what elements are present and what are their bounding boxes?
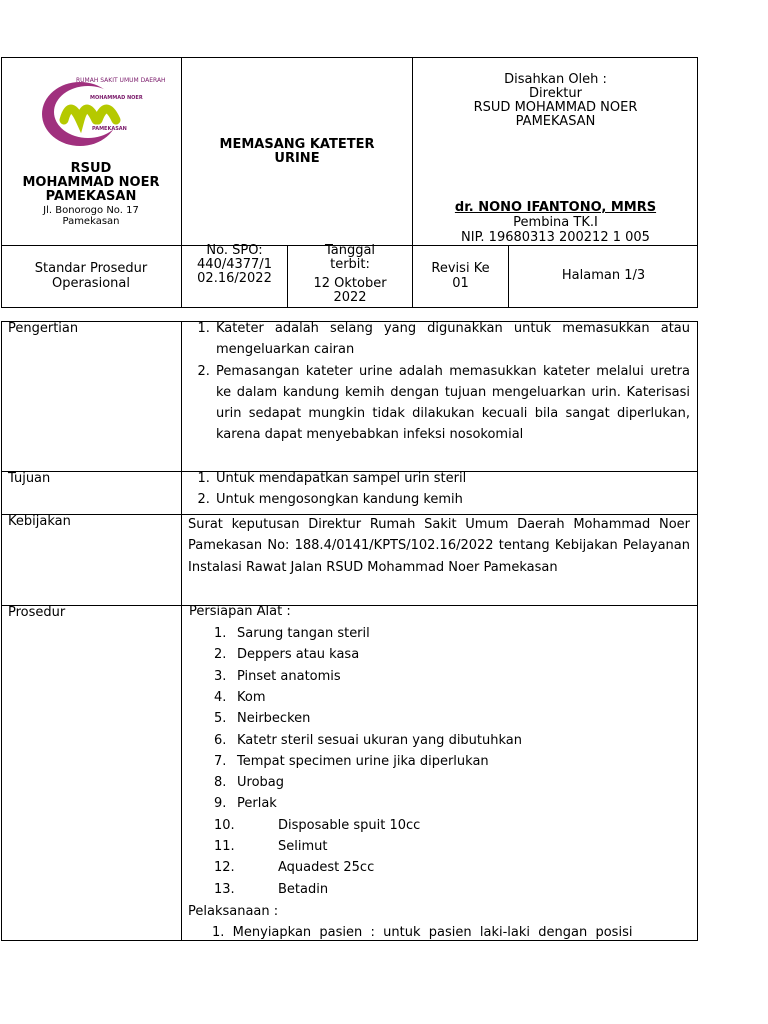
list-number: 7. <box>214 753 227 769</box>
signer-nip: NIP. 19680313 200212 1 005 <box>461 230 650 245</box>
hospital-logo <box>34 74 166 154</box>
label-kebijakan: Kebijakan <box>8 514 71 529</box>
list-text: Deppers atau kasa <box>237 647 360 663</box>
logo-text: PAMEKASAN <box>92 126 127 132</box>
revision: Revisi Ke 01 <box>431 261 490 291</box>
page-number: Halaman 1/3 <box>561 268 646 283</box>
list-item: 2. Pemasangan kateter urine adalah memasukkan kateter melalui uretra ke dalam kandung kemih dengan tujuan mengeluarkan urin. Katerisasi urin sedapat mungkin tidak dilakukan kecuali bila sangat diperlukan, karena dapat menyebabkan infeksi nosokomial <box>214 361 690 446</box>
label-prosedur: Prosedur <box>8 605 66 620</box>
list-number: 13. <box>214 881 235 897</box>
exec-first-step: 1. Menyiapkan pasien : untuk pasien laki-laki dengan posisi <box>212 925 633 940</box>
list-text: Betadin <box>278 881 329 897</box>
prep-heading: Persiapan Alat : <box>189 604 291 619</box>
list-number: 4. <box>214 689 227 705</box>
list-number: 3. <box>214 668 227 684</box>
list-number: 9. <box>214 796 227 812</box>
list-text: Perlak <box>237 796 277 812</box>
signer-rank: Pembina TK.I <box>513 215 598 230</box>
list-number: 2. <box>214 647 227 663</box>
logo-text: RUMAH SAKIT UMUM DAERAH <box>76 77 166 84</box>
tujuan-content <box>188 468 690 511</box>
hospital-name: RSUD MOHAMMAD NOER PAMEKASAN <box>22 161 160 204</box>
list-text: Neirbecken <box>237 711 311 727</box>
list-number: 8. <box>214 775 227 791</box>
label-tujuan: Tujuan <box>8 471 51 486</box>
sop-label: Standar Prosedur Operasional <box>34 261 148 291</box>
approval-block: Disahkan Oleh : Direktur RSUD MOHAMMAD NOER PAMEKASAN <box>473 72 638 129</box>
issue-date: Tanggal terbit: 12 Oktober 2022 <box>313 243 387 305</box>
list-text: Katetr steril sesuai ukuran yang dibutuhkan <box>237 732 523 748</box>
kebijakan-content: Surat keputusan Direktur Rumah Sakit Umum Daerah Mohammad Noer Pamekasan No: 188.4/0141/KPTS/102.16/2022 tentang Kebijakan Pelayanan Instalasi Rawat Jalan RSUD Mohammad Noer Pamekasan <box>188 517 690 575</box>
list-text: Aquadest 25cc <box>278 860 375 876</box>
pengertian-content <box>188 318 690 446</box>
exec-heading: Pelaksanaan : <box>188 904 279 919</box>
divider <box>1 605 698 606</box>
logo-text: MOHAMMAD NOER <box>90 95 143 101</box>
hospital-address: Jl. Bonorogo No. 17 Pamekasan <box>43 205 139 227</box>
list-text: Tempat specimen urine jika diperlukan <box>237 753 489 769</box>
list-item: 2. Untuk mengosongkan kandung kemih <box>214 489 690 510</box>
document-title: MEMASANG KATETER URINE <box>219 137 375 166</box>
list-number: 12. <box>214 860 235 876</box>
list-number: 11. <box>214 839 235 854</box>
divider <box>181 321 182 941</box>
list-item: 1. Kateter adalah selang yang digunakkan untuk memasukkan atau mengeluarkan cairan <box>214 318 690 361</box>
list-text: Selimut <box>278 839 328 854</box>
list-text: Kom <box>237 689 266 705</box>
spo-number: No. SPO: 440/4377/1 02.16/2022 <box>197 243 272 286</box>
label-pengertian: Pengertian <box>8 321 79 336</box>
list-number: 1. <box>214 626 227 641</box>
list-text: Disposable spuit 10cc <box>278 817 421 833</box>
signer-name: dr. NONO IFANTONO, MMRS <box>454 200 657 215</box>
signer-block <box>413 200 698 245</box>
list-text: Pinset anatomis <box>237 668 341 684</box>
list-number: 5. <box>214 711 227 727</box>
list-text: Urobag <box>237 775 284 791</box>
list-number: 10. <box>214 817 235 833</box>
list-item: 1. Untuk mendapatkan sampel urin steril <box>214 468 690 489</box>
list-number: 6. <box>214 732 227 748</box>
list-text: Sarung tangan steril <box>237 626 370 641</box>
